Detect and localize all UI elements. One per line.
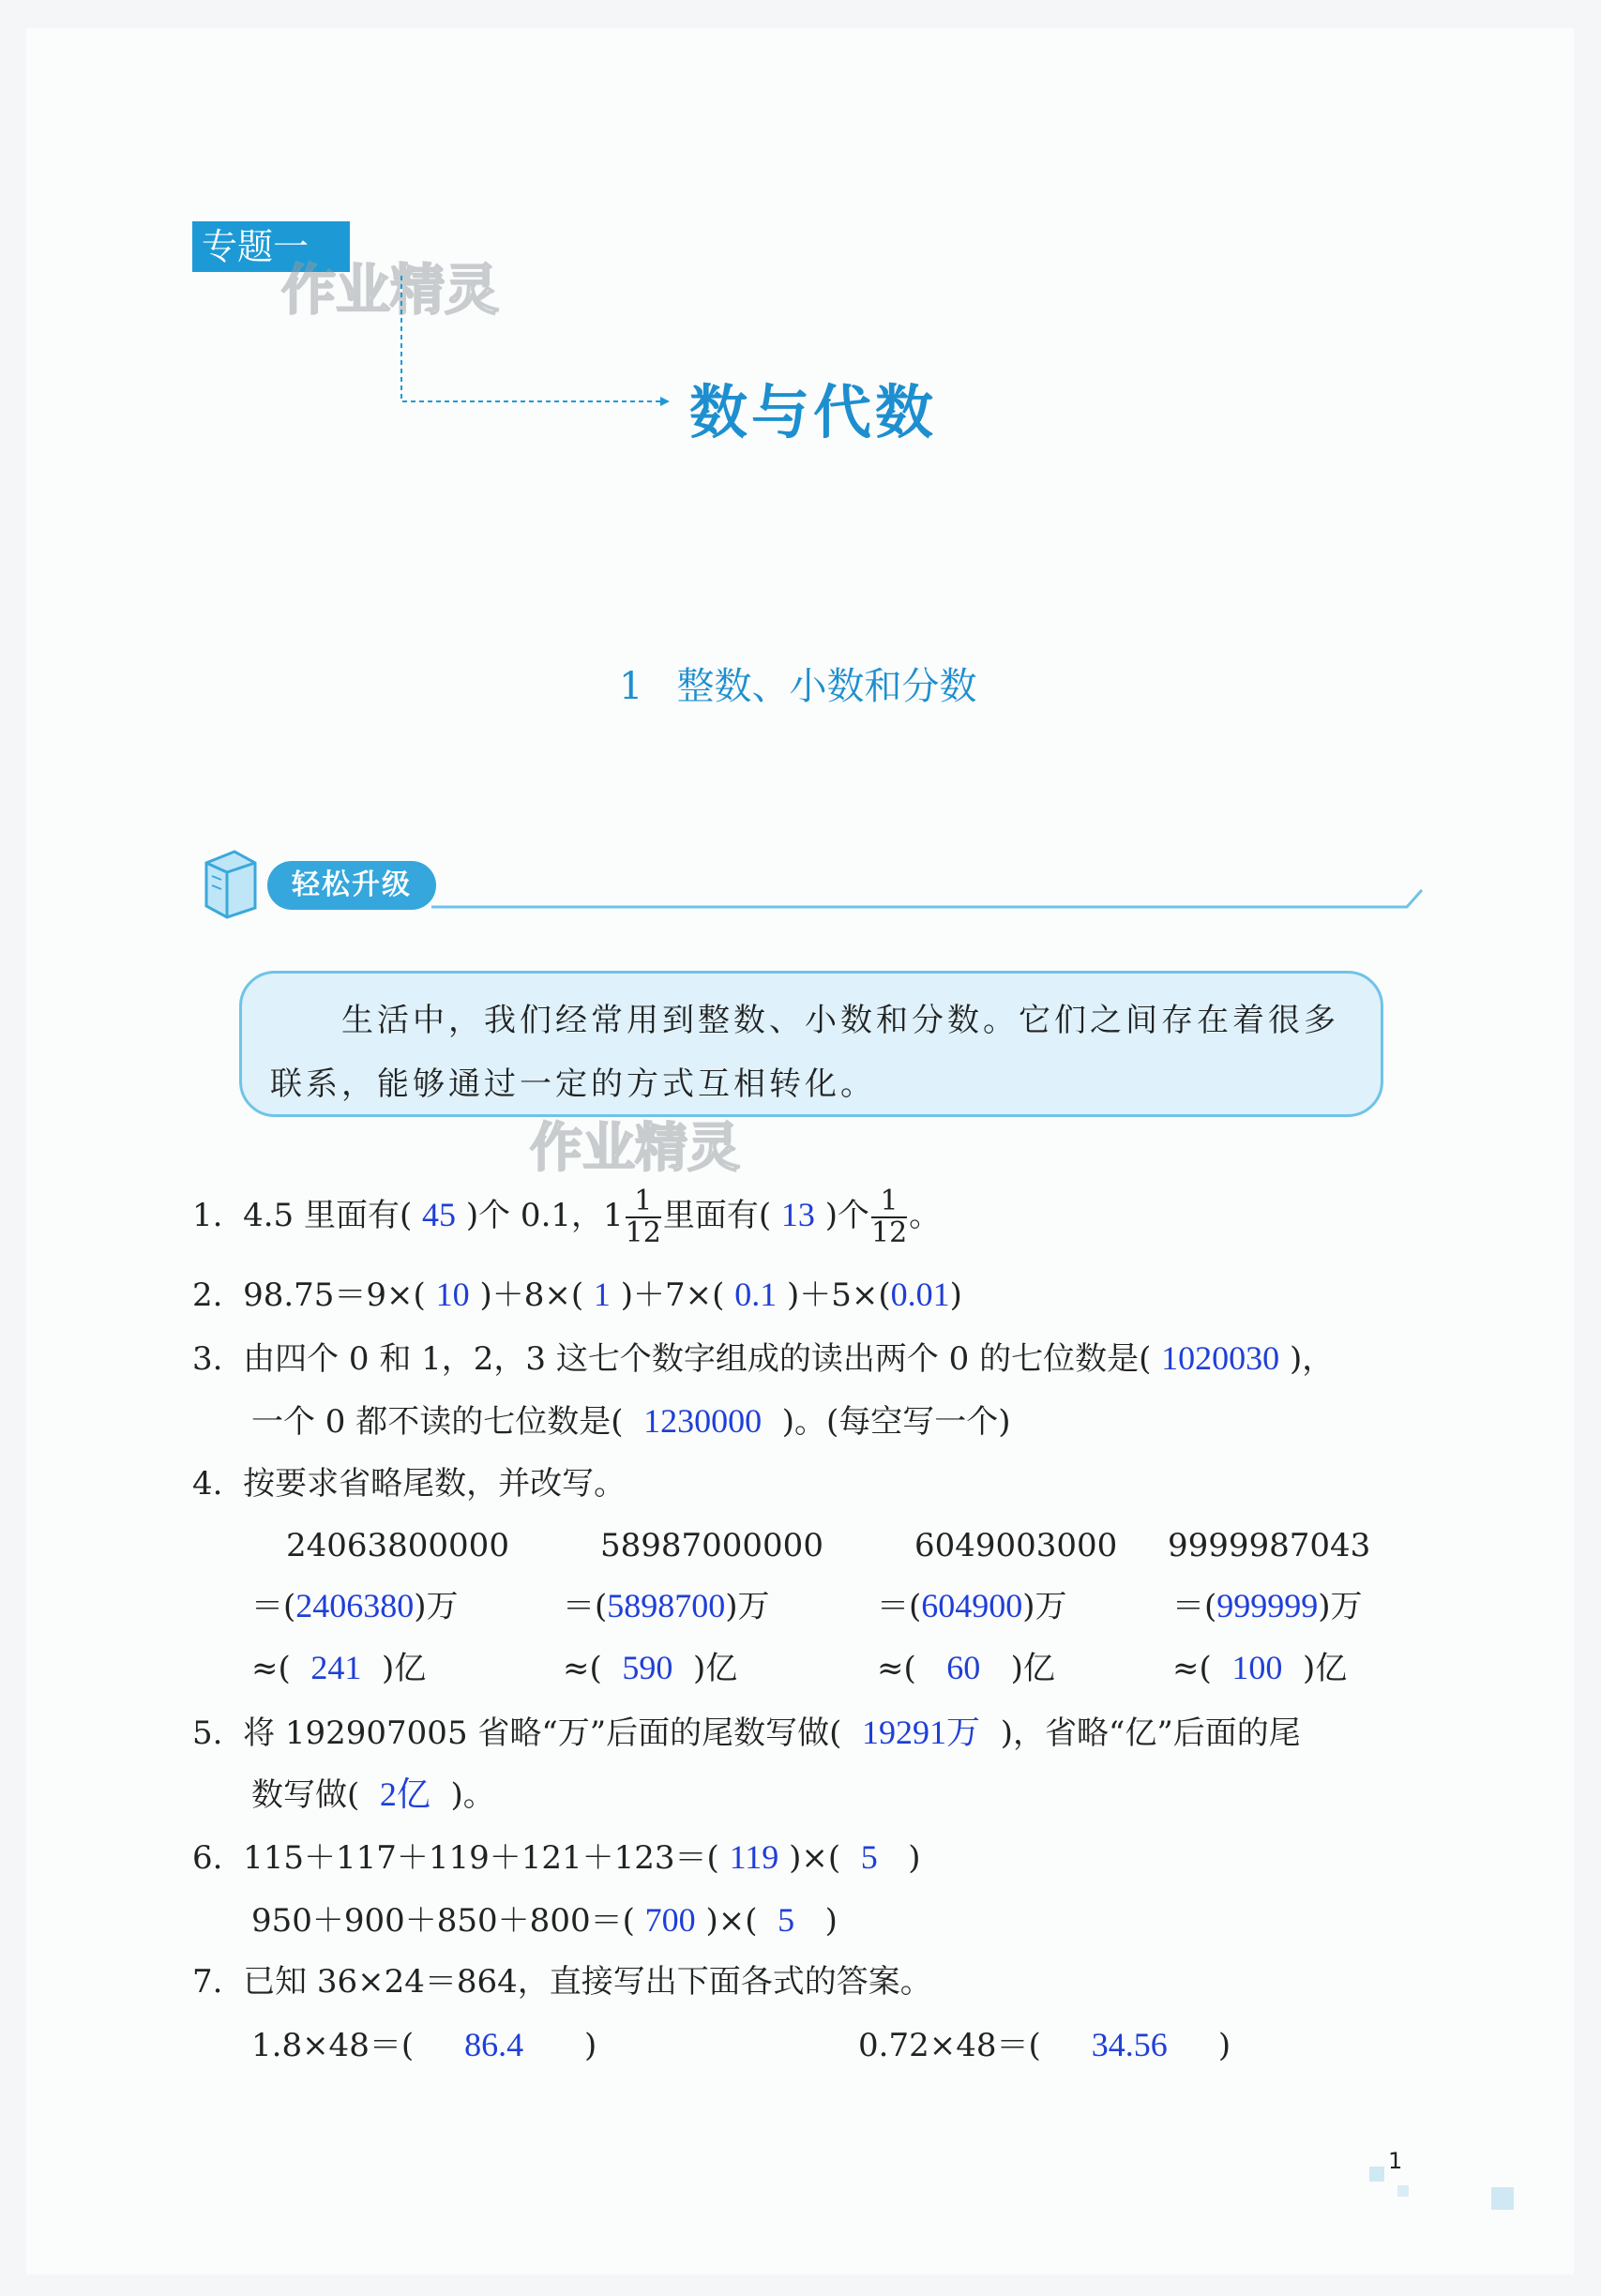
q4-unit: )万 — [725, 1588, 770, 1625]
badge-underline — [431, 886, 1426, 914]
question-2 — [192, 1276, 962, 1314]
q4-approx: ≈( — [1172, 1650, 1212, 1687]
q4-eq: ＝( — [563, 1588, 608, 1625]
q7-text: ) — [1217, 2027, 1231, 2064]
q4-approx: ≈( — [251, 1650, 291, 1687]
q1-text: 。 — [909, 1197, 942, 1234]
section-title-text: 整数、小数和分数 — [676, 665, 977, 708]
q6-text: 950＋900＋850＋800＝( — [251, 1902, 635, 1940]
q4-col-1-number: 24063800000 — [286, 1527, 509, 1564]
question-4 — [192, 1465, 626, 1503]
frac-den: 12 — [870, 1216, 908, 1249]
question-7 — [192, 1963, 932, 2001]
q4-answer-yi-3: 60 — [946, 1649, 981, 1686]
q4-answer-yi-1: 241 — [310, 1649, 362, 1686]
q4-col-3-wan — [877, 1587, 1067, 1625]
q3-text: )， — [1289, 1340, 1335, 1378]
question-1 — [192, 1186, 941, 1248]
q4-number: 4. — [192, 1465, 223, 1503]
book-icon — [197, 844, 263, 919]
frac-num: 1 — [871, 1186, 907, 1218]
watermark-middle: 作业精灵 — [530, 1118, 740, 1179]
q7-text: 1.8×48＝( — [251, 2027, 415, 2064]
q6-text: ) — [824, 1902, 838, 1940]
q6-text: ) — [908, 1839, 921, 1877]
q4-col-3-yi — [877, 1649, 1055, 1687]
q7-number: 7. — [192, 1963, 223, 2001]
corner-decoration-icon — [1351, 2129, 1557, 2223]
q4-unit: )亿 — [1010, 1650, 1055, 1687]
q6-answer-1: 119 — [729, 1838, 779, 1876]
q2-text: )＋8×( — [479, 1276, 584, 1314]
q1-answer-1: 45 — [422, 1196, 457, 1233]
q1-text: 里面有( — [662, 1197, 772, 1234]
question-5 — [192, 1714, 1301, 1752]
q4-col-1-wan — [251, 1587, 459, 1625]
question-7-part-1 — [251, 2026, 597, 2064]
q6-text: 115＋117＋119＋121＋123＝( — [243, 1839, 719, 1877]
q4-answer-wan-3: 604900 — [921, 1587, 1023, 1624]
q4-answer-wan-4: 999999 — [1216, 1587, 1319, 1624]
main-title: 数与代数 — [689, 378, 938, 446]
q4-unit: )亿 — [1303, 1650, 1348, 1687]
q4-col-4-number: 9999987043 — [1168, 1527, 1371, 1564]
q7-stem: 已知 36×24＝864，直接写出下面各式的答案。 — [243, 1963, 932, 2001]
q4-col-2-yi — [563, 1649, 737, 1687]
q5-text: 将 192907005 省略“万”后面的尾数写做( — [243, 1714, 842, 1752]
q1-text: )个 0.1，1 — [465, 1197, 624, 1234]
q4-col-4-wan — [1172, 1587, 1363, 1625]
q4-unit: )亿 — [382, 1650, 427, 1687]
q6-answer-4: 5 — [778, 1901, 795, 1939]
q3-answer-2: 1230000 — [643, 1402, 763, 1440]
q7-answer-2: 34.56 — [1091, 2026, 1168, 2063]
question-6 — [192, 1838, 920, 1877]
intro-box — [239, 971, 1383, 1117]
q4-col-2-wan — [563, 1587, 770, 1625]
q4-col-1-yi — [251, 1649, 426, 1687]
topic-tag: 专题一 — [192, 221, 350, 272]
q4-unit: )万 — [414, 1588, 459, 1625]
q4-answer-wan-2: 5898700 — [607, 1587, 726, 1624]
q4-col-4-yi — [1172, 1649, 1347, 1687]
q2-answer-3: 0.1 — [734, 1276, 778, 1313]
q2-number: 2. — [192, 1276, 223, 1314]
q1-text: 4.5 里面有( — [243, 1197, 413, 1234]
q6-answer-3: 700 — [644, 1901, 696, 1939]
q2-text: )＋5×( — [787, 1276, 891, 1314]
q5-answer-1: 19291万 — [862, 1714, 981, 1751]
q4-stem: 按要求省略尾数，并改写。 — [243, 1465, 627, 1503]
q4-eq: ＝( — [251, 1588, 296, 1625]
q3-number: 3. — [192, 1340, 223, 1378]
q6-answer-2: 5 — [860, 1838, 878, 1876]
q2-text: ) — [949, 1276, 962, 1314]
q4-answer-wan-1: 2406380 — [295, 1587, 415, 1624]
q4-answer-yi-2: 590 — [622, 1649, 673, 1686]
q1-answer-2: 13 — [780, 1196, 815, 1233]
question-5-line-2 — [251, 1775, 495, 1814]
section-title — [619, 657, 976, 710]
q2-text: )＋7×( — [620, 1276, 725, 1314]
q6-text: )×( — [789, 1839, 841, 1877]
q3-text: )。(每空写一个) — [781, 1403, 1011, 1441]
q1-fraction-1 — [626, 1186, 661, 1248]
q3-text: 一个 0 都不读的七位数是( — [251, 1403, 624, 1441]
q5-text: )，省略“亿”后面的尾 — [1000, 1714, 1301, 1752]
q3-text: 由四个 0 和 1，2，3 这七个数字组成的读出两个 0 的七位数是( — [243, 1340, 1152, 1378]
frac-num: 1 — [626, 1186, 661, 1218]
q1-text: )个 — [824, 1197, 869, 1234]
intro-text: 生活中，我们经常用到整数、小数和分数。它们之间存在着很多联系，能够通过一定的方式互相转化。 — [270, 1002, 1339, 1103]
q5-number: 5. — [192, 1714, 223, 1752]
question-3 — [192, 1339, 1334, 1378]
q7-text: ) — [584, 2027, 597, 2064]
frac-den: 12 — [625, 1216, 661, 1249]
section-number: 1 — [619, 665, 643, 708]
q4-eq: ＝( — [1172, 1588, 1217, 1625]
q4-approx: ≈( — [877, 1650, 916, 1687]
q6-text: )×( — [705, 1902, 758, 1940]
question-7-part-2 — [858, 2026, 1231, 2064]
question-3-line-2 — [251, 1402, 1011, 1441]
section-badge: 轻松升级 — [267, 861, 436, 910]
q2-answer-2: 1 — [593, 1276, 611, 1313]
q4-eq: ＝( — [877, 1588, 922, 1625]
q2-answer-4: 0.01 — [890, 1276, 950, 1313]
q4-col-3-number: 6049003000 — [914, 1527, 1118, 1564]
q6-number: 6. — [192, 1839, 223, 1877]
q1-number: 1. — [192, 1197, 223, 1234]
q4-approx: ≈( — [563, 1650, 602, 1687]
q7-answer-1: 86.4 — [464, 2026, 524, 2063]
q7-text: 0.72×48＝( — [858, 2027, 1041, 2064]
page-number: 1 — [1388, 2148, 1403, 2174]
q1-fraction-2 — [871, 1186, 907, 1248]
watermark-top: 作业精灵 — [281, 258, 500, 322]
q2-text: 98.75＝9×( — [243, 1276, 426, 1314]
q4-col-2-number: 58987000000 — [600, 1527, 823, 1564]
q4-answer-yi-4: 100 — [1231, 1649, 1283, 1686]
q2-answer-1: 10 — [435, 1276, 470, 1313]
q5-text: )。 — [450, 1776, 495, 1814]
q4-unit: )亿 — [693, 1650, 738, 1687]
q5-text: 数写做( — [251, 1776, 360, 1814]
question-6-line-2 — [251, 1901, 838, 1940]
q5-answer-2: 2亿 — [379, 1775, 430, 1813]
title-connector-arrow — [394, 272, 675, 413]
q3-answer-1: 1020030 — [1161, 1339, 1280, 1377]
q4-unit: )万 — [1318, 1588, 1363, 1625]
q4-unit: )万 — [1022, 1588, 1067, 1625]
